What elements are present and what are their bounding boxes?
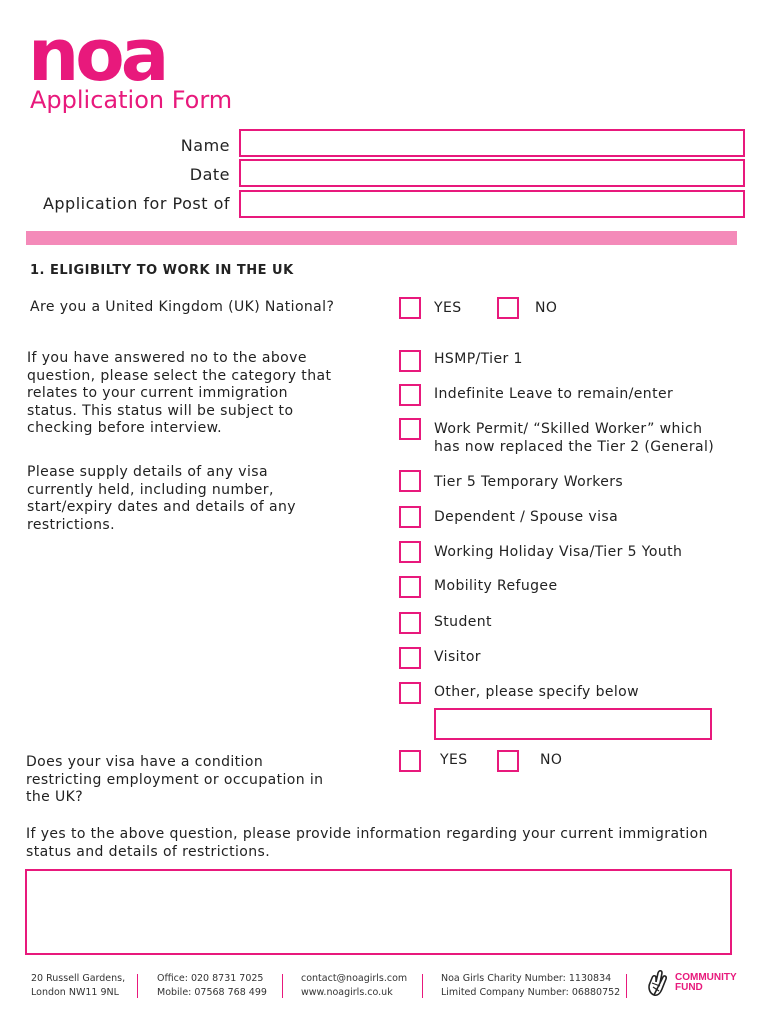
date-label: Date — [189, 165, 230, 184]
work-permit-checkbox[interactable] — [399, 418, 421, 440]
uk-national-no-label: NO — [535, 300, 558, 316]
hsmp-checkbox[interactable] — [399, 350, 421, 372]
section-heading: 1. ELIGIBILTY TO WORK IN THE UK — [30, 263, 294, 278]
date-field[interactable] — [239, 159, 745, 187]
footer-separator — [282, 974, 283, 998]
visitor-checkbox[interactable] — [399, 647, 421, 669]
community-fund-logo — [646, 969, 737, 997]
uk-national-no-checkbox[interactable] — [497, 297, 519, 319]
footer-separator — [137, 974, 138, 998]
footer-separator — [626, 974, 627, 998]
other-specify-field[interactable] — [434, 708, 712, 740]
other-checkbox[interactable] — [399, 682, 421, 704]
dependent-spouse-label: Dependent / Spouse visa — [434, 509, 619, 525]
question-visa-details: Please supply details of any visa currently held, including number, start/expiry dates and details of any restrictions. — [27, 464, 296, 533]
post-label: Application for Post of — [42, 194, 230, 213]
student-checkbox[interactable] — [399, 612, 421, 634]
tier5-temporary-label: Tier 5 Temporary Workers — [434, 474, 624, 490]
uk-national-yes-checkbox[interactable] — [399, 297, 421, 319]
work-permit-label: Work Permit/ “Skilled Worker” which has now replaced the Tier 2 (General) — [434, 421, 715, 455]
post-field[interactable] — [239, 190, 745, 218]
question-immigration-info: If yes to the above question, please provide information regarding your current immigration status and details of restrictions. — [26, 826, 708, 860]
restriction-yes-checkbox[interactable] — [399, 750, 421, 772]
student-label: Student — [434, 614, 492, 630]
footer-phones: Office: 020 8731 7025 Mobile: 07568 768 499 — [157, 973, 267, 998]
restriction-no-checkbox[interactable] — [497, 750, 519, 772]
restriction-yes-label: YES — [440, 752, 468, 768]
dependent-spouse-checkbox[interactable] — [399, 506, 421, 528]
question-visa-restriction: Does your visa have a condition restricting employment or occupation in the UK? — [26, 754, 324, 805]
footer-contact — [301, 972, 407, 1000]
footer-separator — [422, 974, 423, 998]
tier5-temporary-checkbox[interactable] — [399, 470, 421, 492]
hsmp-label: HSMP/Tier 1 — [434, 351, 523, 367]
uk-national-yes-label: YES — [434, 300, 462, 316]
mobility-refugee-label: Mobility Refugee — [434, 578, 558, 594]
question-category: If you have answered no to the above question, please select the category that relates to your current immigration status. This status will be subject to checking before interview. — [27, 350, 332, 436]
other-label: Other, please specify below — [434, 684, 639, 700]
name-label: Name — [180, 136, 230, 155]
restriction-no-label: NO — [540, 752, 563, 768]
community-fund-text: COMMUNITY FUND — [675, 972, 737, 993]
footer-email[interactable]: contact@noagirls.com — [301, 973, 408, 984]
indefinite-leave-label: Indefinite Leave to remain/enter — [434, 386, 674, 402]
noa-logo: noa — [28, 13, 166, 97]
page-title: Application Form — [30, 86, 233, 114]
visitor-label: Visitor — [434, 649, 481, 665]
footer-registration: Noa Girls Charity Number: 1130834 Limited Company Number: 06880752 — [441, 973, 621, 998]
working-holiday-label: Working Holiday Visa/Tier 5 Youth — [434, 544, 683, 560]
immigration-details-textarea[interactable] — [25, 869, 732, 955]
working-holiday-checkbox[interactable] — [399, 541, 421, 563]
footer-website[interactable]: www.noagirls.co.uk — [301, 987, 393, 998]
question-uk-national: Are you a United Kingdom (UK) National? — [30, 299, 335, 315]
indefinite-leave-checkbox[interactable] — [399, 384, 421, 406]
name-field[interactable] — [239, 129, 745, 157]
section-divider-band — [26, 231, 737, 245]
crossed-fingers-icon — [646, 969, 672, 997]
footer-address: 20 Russell Gardens, London NW11 9NL — [31, 973, 126, 998]
mobility-refugee-checkbox[interactable] — [399, 576, 421, 598]
